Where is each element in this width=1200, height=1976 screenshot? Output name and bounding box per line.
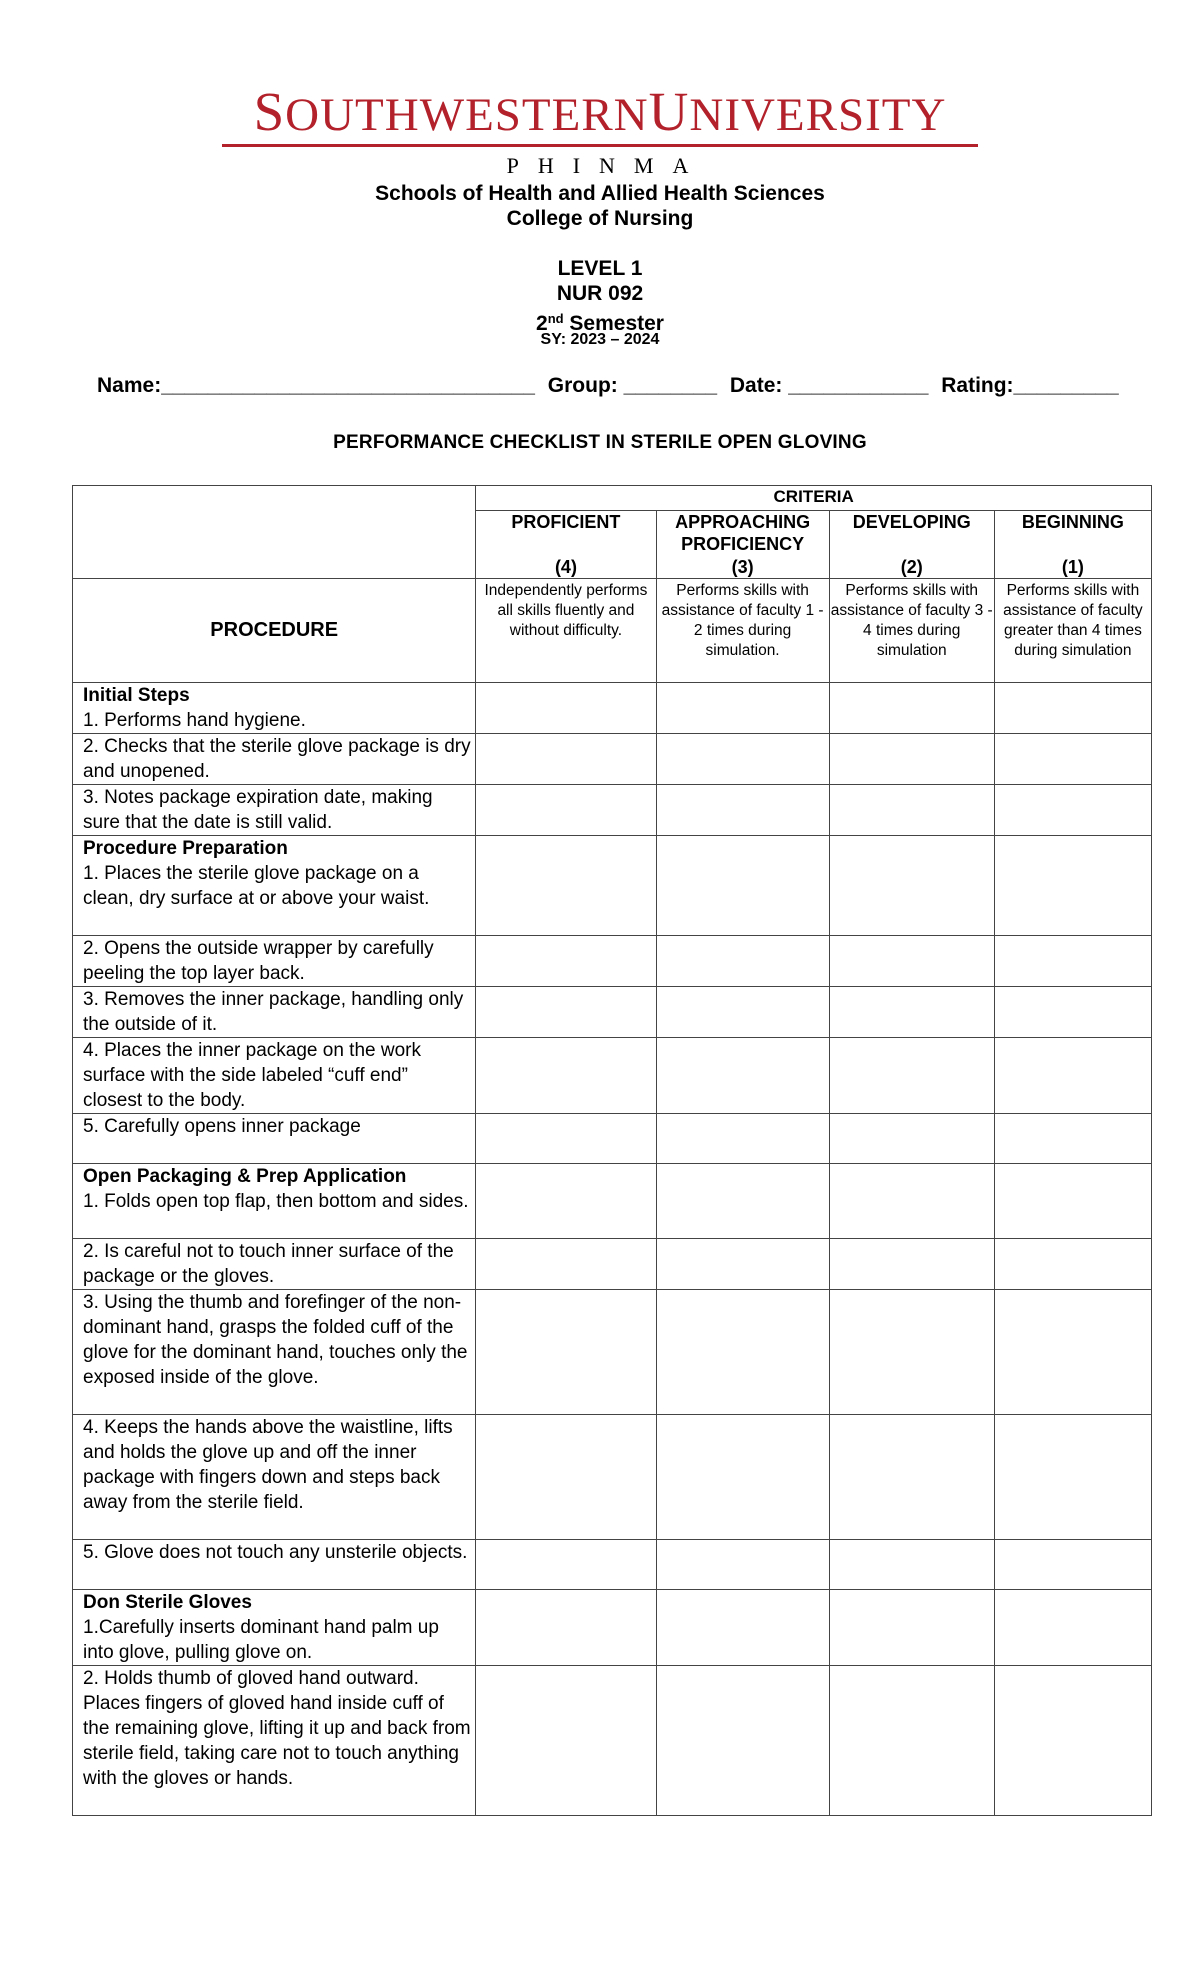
procedure-step [73,1164,476,1239]
rating-cell[interactable] [994,1239,1151,1290]
checklist-title: PERFORMANCE CHECKLIST IN STERILE OPEN GLOVING [333,432,867,453]
rating-cell[interactable] [656,987,829,1038]
rating-cell[interactable] [476,734,656,785]
rating-cell[interactable] [829,1666,994,1816]
section-heading: Don Sterile Gloves [83,1592,252,1613]
step-text: 1.Carefully inserts dominant hand palm up into glove, pulling glove on. [83,1617,439,1663]
rating-cell[interactable] [994,1540,1151,1590]
step-text: 2. Holds thumb of gloved hand outward. Places fingers of gloved hand inside cuff of the remaining glove, lifting it up and back from sterile field, taking care not to touch anything with the gloves or hands. [83,1668,471,1789]
rating-cell[interactable] [656,734,829,785]
rating-cell[interactable] [656,683,829,734]
school-header [0,181,1200,231]
course-header [0,256,1200,336]
rating-cell[interactable] [829,1540,994,1590]
rating-cell[interactable] [476,1415,656,1540]
rating-cell[interactable] [476,1666,656,1816]
university-logo [0,81,1200,179]
table-row [73,1540,1152,1590]
procedure-step [73,683,476,734]
student-info-fields [97,374,1127,398]
logo-subtitle: PHINMA [506,153,708,178]
step-text: 3. Using the thumb and forefinger of the non-dominant hand, grasps the folded cuff of the glove for the dominant hand, touches only the exposed inside of the glove. [83,1292,468,1388]
table-row [73,1290,1152,1415]
rating-cell[interactable] [476,836,656,936]
level-beginning: BEGINNING (1) [994,511,1151,579]
step-text: 5. Carefully opens inner package [83,1116,361,1137]
rating-cell[interactable] [656,936,829,987]
rating-cell[interactable] [476,1540,656,1590]
rating-cell[interactable] [994,1590,1151,1666]
procedure-step [73,1239,476,1290]
section-heading: Procedure Preparation [83,838,288,859]
semester-label: 2nd Semester [536,311,664,335]
rating-cell[interactable] [656,1290,829,1415]
rating-cell[interactable] [656,1666,829,1816]
table-row [73,785,1152,836]
logo-wordmark: SOUTHWESTERNUNIVERSITY [253,81,947,142]
procedure-step [73,1590,476,1666]
description-row [73,579,1152,683]
procedure-header: PROCEDURE [73,579,476,683]
table-row [73,1038,1152,1114]
rating-cell[interactable] [994,1038,1151,1114]
group-field[interactable]: Group: ________ [547,374,718,397]
rating-cell[interactable] [476,1164,656,1239]
rating-cell[interactable] [656,1590,829,1666]
procedure-step [73,734,476,785]
step-text: 4. Places the inner package on the work surface with the side labeled “cuff end” closest to the body. [83,1040,421,1111]
rating-cell[interactable] [656,1540,829,1590]
rating-cell[interactable] [476,1290,656,1415]
step-text: 2. Opens the outside wrapper by carefully peeling the top layer back. [83,938,434,984]
rating-cell[interactable] [994,683,1151,734]
rating-cell[interactable] [994,987,1151,1038]
rating-cell[interactable] [829,1239,994,1290]
rating-cell[interactable] [994,936,1151,987]
rating-cell[interactable] [994,836,1151,936]
level-description: Performs skills with assistance of faculty greater than 4 times during simulation [994,579,1151,683]
rating-cell[interactable] [829,1114,994,1164]
level-label: LEVEL 1 [557,257,643,280]
section-heading: Initial Steps [83,685,190,706]
step-text: 3. Removes the inner package, handling only the outside of it. [83,989,464,1035]
procedure-step [73,1666,476,1816]
rating-cell[interactable] [476,683,656,734]
table-row [73,1590,1152,1666]
procedure-step [73,1114,476,1164]
checklist-table [72,485,1152,1816]
step-text: 5. Glove does not touch any unsterile objects. [83,1542,468,1563]
rating-cell[interactable] [656,1038,829,1114]
rating-cell[interactable] [476,1590,656,1666]
criteria-header-row [73,486,1152,511]
procedure-header-blank [73,486,476,579]
procedure-step [73,1038,476,1114]
rating-cell[interactable] [994,1666,1151,1816]
rating-cell[interactable] [656,785,829,836]
rating-cell[interactable] [829,836,994,936]
rating-cell[interactable] [829,1038,994,1114]
rating-cell[interactable] [829,683,994,734]
rating-cell[interactable] [994,1415,1151,1540]
procedure-step [73,1415,476,1540]
rating-cell[interactable] [656,1114,829,1164]
rating-cell[interactable] [994,1290,1151,1415]
procedure-step [73,936,476,987]
rating-cell[interactable] [476,785,656,836]
level-developing: DEVELOPING (2) [829,511,994,579]
name-field[interactable]: Name:________________________________ [97,374,535,397]
rating-cell[interactable] [829,1290,994,1415]
rating-cell[interactable] [476,1239,656,1290]
school-year: SY: 2023 – 2024 [540,331,660,348]
rating-cell[interactable] [829,987,994,1038]
table-row [73,1114,1152,1164]
rating-cell[interactable] [829,1164,994,1239]
procedure-step [73,1290,476,1415]
rating-cell[interactable] [994,785,1151,836]
logo-rule [222,144,978,147]
table-row [73,683,1152,734]
rating-cell[interactable] [829,1415,994,1540]
table-row [73,1415,1152,1540]
rating-cell[interactable] [994,734,1151,785]
rating-cell[interactable] [994,1164,1151,1239]
procedure-step [73,836,476,936]
rating-cell[interactable] [656,1415,829,1540]
table-row [73,836,1152,936]
rating-cell[interactable] [829,785,994,836]
level-proficient: PROFICIENT (4) [476,511,656,579]
level-description: Independently performs all skills fluently and without difficulty. [476,579,656,683]
rating-cell[interactable] [476,1114,656,1164]
table-row [73,1164,1152,1239]
table-row [73,1239,1152,1290]
school-name: Schools of Health and Allied Health Sciences [375,182,825,205]
step-text: 3. Notes package expiration date, making sure that the date is still valid. [83,787,433,833]
rating-cell[interactable] [829,1590,994,1666]
procedure-step [73,1540,476,1590]
rating-cell[interactable] [656,1239,829,1290]
rating-cell[interactable] [656,836,829,936]
step-text: 4. Keeps the hands above the waistline, lifts and holds the glove up and off the inner package with fingers down and steps back away from the sterile field. [83,1417,453,1513]
step-text: 2. Checks that the sterile glove package is dry and unopened. [83,736,471,782]
section-heading: Open Packaging & Prep Application [83,1166,407,1187]
date-field[interactable]: Date: ____________ [729,374,929,397]
rating-cell[interactable] [829,936,994,987]
criteria-header: CRITERIA [476,486,1152,511]
rating-cell[interactable] [476,1038,656,1114]
table-row [73,734,1152,785]
level-description: Performs skills with assistance of faculty 1 - 2 times during simulation. [656,579,829,683]
step-text: 1. Folds open top flap, then bottom and sides. [83,1191,469,1212]
rating-cell[interactable] [656,1164,829,1239]
course-code: NUR 092 [556,282,644,305]
rating-field[interactable]: Rating:_________ [941,374,1119,397]
college-name: College of Nursing [506,207,694,230]
step-text: 1. Performs hand hygiene. [83,710,306,731]
table-row [73,987,1152,1038]
table-row [73,1666,1152,1816]
rating-cell[interactable] [476,987,656,1038]
rating-cell[interactable] [994,1114,1151,1164]
rating-cell[interactable] [829,734,994,785]
level-description: Performs skills with assistance of faculty 3 - 4 times during simulation [829,579,994,683]
rating-cell[interactable] [476,936,656,987]
procedure-step [73,785,476,836]
table-row [73,936,1152,987]
step-text: 2. Is careful not to touch inner surface of the package or the gloves. [83,1241,454,1287]
level-approaching: APPROACHING PROFICIENCY (3) [656,511,829,579]
procedure-step [73,987,476,1038]
step-text: 1. Places the sterile glove package on a clean, dry surface at or above your waist. [83,863,430,909]
